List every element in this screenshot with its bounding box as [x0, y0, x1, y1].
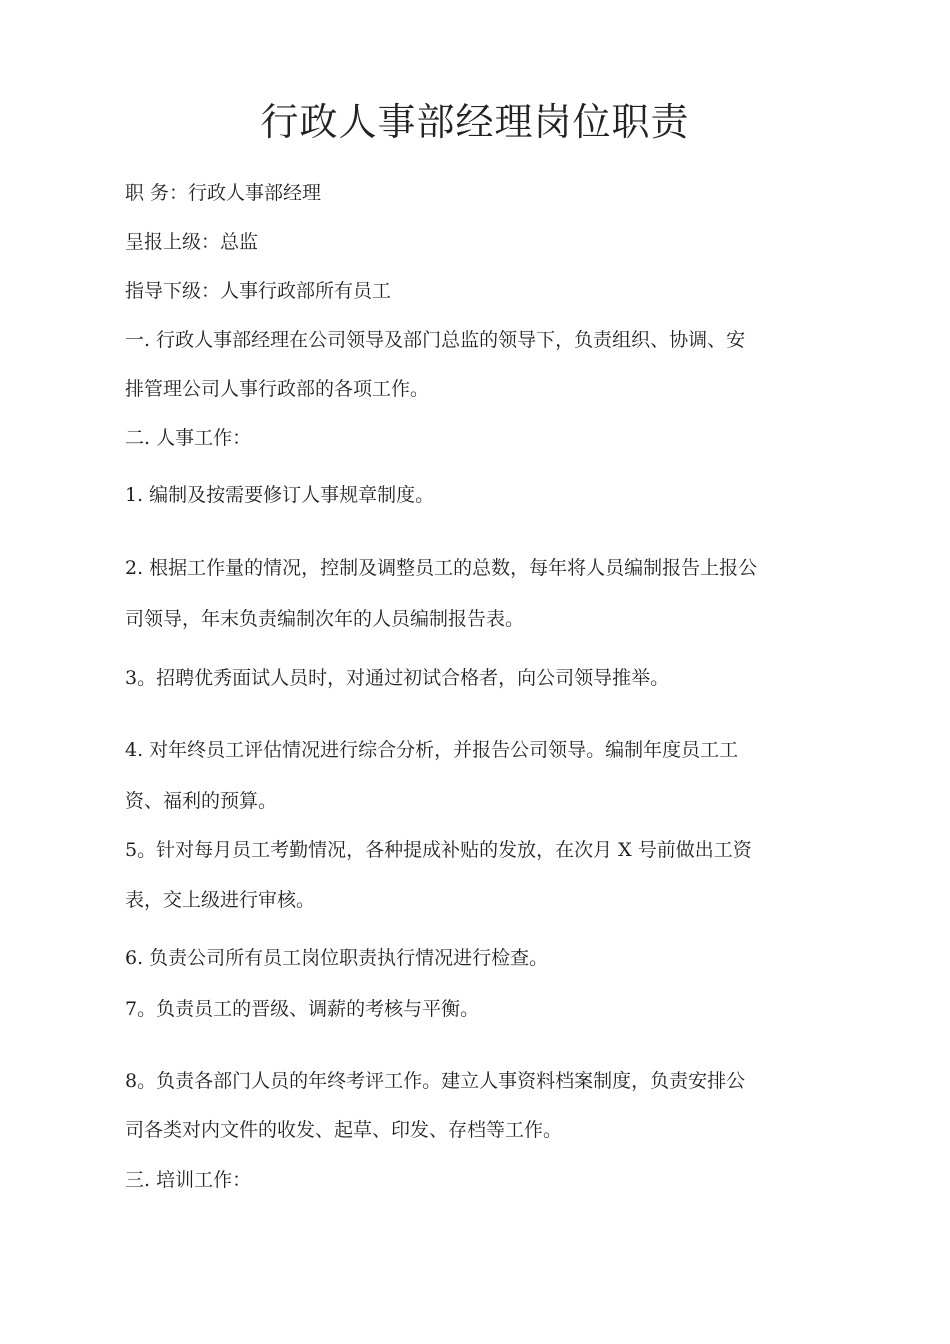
- position-line: 职 务：行政人事部经理: [125, 182, 322, 204]
- subordinates-line: 指导下级：人事行政部所有员工: [125, 280, 392, 302]
- document-title: 行政人事部经理岗位职责: [260, 100, 690, 144]
- item-4-line-2: 资、福利的预算。: [125, 790, 278, 812]
- item-8-line-1: 8。负责各部门人员的年终考评工作。建立人事资料档案制度，负责安排公: [125, 1070, 746, 1092]
- section-one-line-2: 排管理公司人事行政部的各项工作。: [125, 378, 430, 400]
- item-4-line-1: 4. 对年终员工评估情况进行综合分析，并报告公司领导。编制年度员工工: [125, 739, 739, 761]
- item-1-line: 1. 编制及按需要修订人事规章制度。: [125, 484, 435, 506]
- item-7-line: 7。负责员工的晋级、调薪的考核与平衡。: [125, 998, 480, 1020]
- item-5-line-2: 表，交上级进行审核。: [125, 889, 316, 911]
- item-8-line-2: 司各类对内文件的收发、起草、印发、存档等工作。: [125, 1119, 563, 1141]
- item-6-line: 6. 负责公司所有员工岗位职责执行情况进行检查。: [125, 947, 549, 969]
- item-2-line-1: 2. 根据工作量的情况，控制及调整员工的总数，每年将人员编制报告上报公: [125, 557, 758, 579]
- item-3-line: 3。招聘优秀面试人员时，对通过初试合格者，向公司领导推举。: [125, 667, 670, 689]
- section-three-heading: 三. 培训工作：: [125, 1169, 252, 1191]
- section-one-line-1: 一. 行政人事部经理在公司领导及部门总监的领导下，负责组织、协调、安: [125, 329, 746, 351]
- item-5-line-1: 5。针对每月员工考勤情况，各种提成补贴的发放，在次月 X 号前做出工资: [125, 839, 752, 861]
- section-two-heading: 二. 人事工作：: [125, 427, 252, 449]
- report-to-line: 呈报上级：总监: [125, 231, 259, 253]
- item-2-line-2: 司领导，年末负责编制次年的人员编制报告表。: [125, 608, 525, 630]
